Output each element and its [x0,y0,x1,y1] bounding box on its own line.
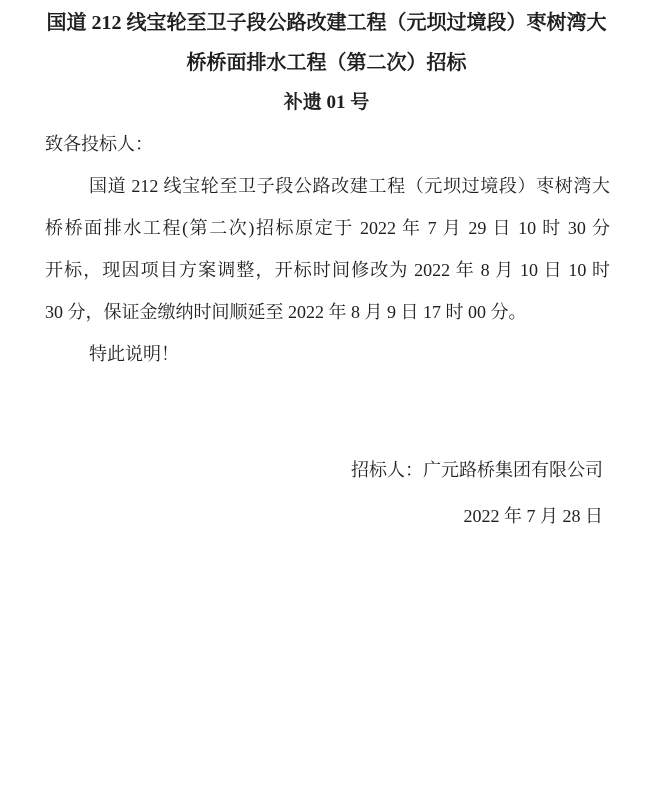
paragraph-line-4: 30 分，保证金缴纳时间顺延至 2022 年 8 月 9 日 17 时 00 分。 [45,302,527,322]
signature-block [0,447,653,539]
paragraph-line-1: 国道 212 线宝轮至卫子段公路改建工程（元坝过境段）枣树湾大 [89,176,610,196]
main-paragraph [45,165,610,333]
closing-statement: 特此说明！ [89,344,179,364]
title-line-2: 桥桥面排水工程（第二次）招标 [186,52,467,74]
document-body [0,123,653,375]
document-title [0,3,653,83]
date-line: 2022 年 7 月 28 日 [463,506,603,526]
title-line-1: 国道 212 线宝轮至卫子段公路改建工程（元坝过境段）枣树湾大 [46,12,607,34]
paragraph-line-2: 桥桥面排水工程(第二次)招标原定于 2022 年 7 月 29 日 10 时 30 分 [45,218,610,238]
salutation: 致各投标人： [45,134,153,154]
issuer-line: 招标人：广元路桥集团有限公司 [351,460,603,480]
paragraph-line-3: 开标，现因项目方案调整，开标时间修改为 2022 年 8 月 10 日 10 时 [45,260,610,280]
supplement-number: 补遗 01 号 [283,92,370,113]
